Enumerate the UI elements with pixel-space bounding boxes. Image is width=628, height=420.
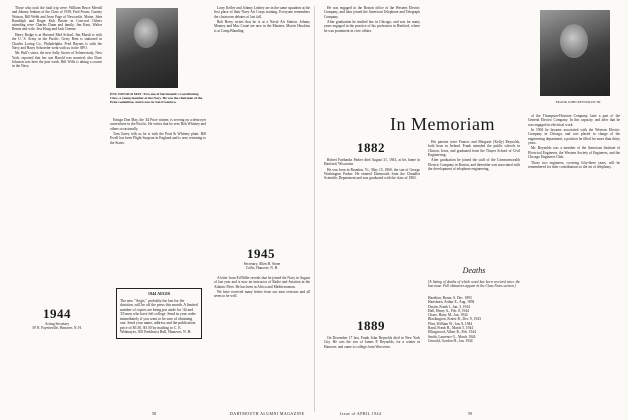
- death-entry: Flint, William W., Jan. 8, 1944: [428, 321, 473, 326]
- photo-caption: ENS. DONALD MAY '44 is one of Dartmouth's Contributing Class, a young member of the Navy. He was the chairman of the Prize committee, and is now in San Francisco.: [110, 92, 203, 104]
- paragraph: Mr. Reynolds was a member of the American Institute of Electrical Engineers, the Western Society of Engineers, and the Chicago Engineers Club.: [528, 146, 620, 160]
- photo-caption: FRANK JOHN REYNOLDS '89: [555, 100, 601, 104]
- memoriam-column-4: [324, 6, 420, 108]
- memoriam-column-4a: [324, 158, 420, 314]
- portrait-photo-don-may: [116, 8, 178, 88]
- class-notes-column-2: [110, 118, 206, 283]
- box-text: The new "Aegis," probably the last for the duration, will be off the press this month. A limited number of copies are being put aside for '44 and '45 men who have left college. Send in your order immediately if you want to be sure of obtaining one. Send your name, address and the publication price of $5.50, $3.50 by mailing to C. E. Widmayer, 305 Parkhurst Hall, Hanover, N. H.: [120, 298, 198, 334]
- paragraph: Those who took the fatal trip were: William Bruce Merrill and Johnny Jenkins of the Class of 1938, Fred Foster, Gurney Watson, Bill Webb and Jesse Page of Newcastle, Maine, John Randolph and Roger Kirk Baxter in Concord. Others attending were Charles Dunn and family, Jim Kent, Walter Bemis and wife, Jess Hoag and Jack Greene.: [12, 6, 102, 32]
- death-entry: Dustin, Frank I., Jan. 3, 1944: [428, 304, 470, 309]
- paragraph: Those two engineers, covering fifty-three years, will be remembered for their contributions to the art of telephony.: [528, 160, 620, 169]
- paragraph: He was born in Brandon, Vt., May 15, 1860, the son of George Washington Parker. He entered Dartmouth from the Chandler Scientific Department and was graduated with the class of 1882.: [324, 167, 420, 181]
- deaths-list: [428, 296, 520, 408]
- aegis-notice-box: [116, 288, 202, 339]
- class-year-heading: 1945: [247, 246, 275, 261]
- paragraph: After graduation he studied law in Chicago, and was for many years engaged in the practice of his profession in Hartford, where he was prominent in civic affairs.: [324, 20, 420, 33]
- paragraph: Ensign Don May, the '44 Prize winner, is serving on a destroyer somewhere in the Pacific. He writes that he sees Bob Whitney and others occasionally.: [110, 118, 206, 131]
- memoriam-column-6: [528, 114, 620, 410]
- death-entry: Chase, Harry M., Jan. 1944: [428, 313, 468, 318]
- class-secretary-line: Secretary, Allen H. Stone Collis, Hanover, N. H.: [243, 262, 281, 271]
- paragraph: Mr. Bull's sister, the new Sally Stover of Schenectady, New York, reported that her son Harold was married; also Dave Johnson was here the past week. Bill Wills is taking a course in the Navy.: [12, 51, 102, 69]
- paragraph: Harry Bodge is at Harvard Med School. Jim Marsh is with the U. S. Army in the Pacific. Gerry Bent is stationed in Charles Loring Co., Philadelphia. Fred Haynes is with the Navy and Harry Schroeder went with us in the APO.: [12, 32, 102, 50]
- deaths-note: [A listing of deaths of which word has been received since the last issue. Full obituaries appear in the Class Notes section.]: [428, 280, 520, 289]
- class-year-heading: 1882: [357, 140, 385, 155]
- memoriam-column-4b: [324, 336, 420, 406]
- death-entry: Rand, Frank H., March 5, 1944: [428, 326, 474, 331]
- page-number: 59: [468, 411, 472, 416]
- paragraph: After graduation he joined the staff of the Commonwealth Electric Company in Boston, and thereafter was associated with the development of telephone engineering.: [428, 158, 520, 171]
- paragraph: Tom Garey tells us he is with the Pratt & Whitney plant. Bill Ewell has been Flight Surgeon in England and is now returning to the States.: [110, 132, 206, 145]
- class-year-heading: 1944: [43, 306, 71, 321]
- portrait-head: [560, 24, 588, 58]
- class-secretary-line: Acting Secretary 59 N. Fayetteville, Hanover, N. H.: [32, 322, 82, 331]
- class-notes-column-3b: [214, 276, 310, 406]
- paragraph: Bob Berry writes that he is at a Naval Air Station. Johnny Meaney and Mac Crane are now in the Marines. Mortie Hawkins is at Camp Blanding.: [214, 20, 310, 33]
- paragraph: His parents were Francis and Margaret (Kelly) Reynolds, both born in Ireland. Frank attended the public schools in Clinton, Iowa, and graduated from the Thayer School of Civil Engineering.: [428, 140, 520, 157]
- class-year-heading: 1889: [357, 318, 385, 333]
- paragraph: Robert Fairbanks Parker died August 31, 1943, at his home in Hartford, Wisconsin.: [324, 158, 420, 167]
- paragraph: We have received many letters from our men overseas and all seem to be well.: [214, 290, 310, 299]
- running-head: DARTMOUTH ALUMNI MAGAZINE: [230, 411, 305, 416]
- death-entry: Blackington, Ernest B., Dec. 9, 1943: [428, 317, 481, 322]
- paragraph: He was engaged in the Boston office of the Western Electric Company, and later joined the American Telephone and Telegraph Company.: [324, 6, 420, 19]
- death-entry: Smith, Laurence G., March 1944: [428, 334, 476, 339]
- page-number: 58: [152, 411, 156, 416]
- gutter-divider: [314, 6, 315, 412]
- paragraph: On December 17 last, Frank John Reynolds died in New York City. He was the son of James P. Reynolds, for a winter in Hanover, and came to college from Worcester.: [324, 336, 420, 349]
- paragraph: Larry Kelley and Johnny Leahey are in the same squadron at the first place of their Navy Air Corps training. Everyone remembers the classroom debates of last fall.: [214, 6, 310, 19]
- death-entry: Ellingwood, Albert R., Feb. 1944: [428, 330, 476, 335]
- class-notes-column-3: [214, 6, 310, 240]
- portrait-photo-frank-reynolds: [540, 10, 610, 96]
- memoriam-column-5: [428, 140, 520, 260]
- running-head: Issue of APRIL 1944: [340, 411, 382, 416]
- section-title: In Memoriam: [390, 114, 495, 134]
- portrait-head: [134, 18, 158, 48]
- death-entry: Gerould, Gordon H., Jan. 1944: [428, 338, 473, 343]
- paragraph: of the Thompson-Houston Company, later a part of the General Electric Company. In this capacity, and after that he was engaged in electrical work.: [528, 114, 620, 127]
- paragraph: In 1904 he became associated with the Western Electric Company in Chicago, and was placed in charge of the engineering department, a position he filled for more than thirty years.: [528, 128, 620, 145]
- deaths-heading: Deaths: [462, 266, 486, 275]
- death-entry: Hartshorn, Arthur E., Aug. 1894: [428, 300, 475, 305]
- death-entry: Hall, Henry A., Feb. 8, 1944: [428, 308, 469, 313]
- box-title: 1944 AEGIS: [147, 291, 171, 296]
- paragraph: A letter from Ed Biller reveals that he joined the Navy in August of last year and is now an instructor of Radio and Aviation in the Atlantic Fleet. He has been in Africa and Mediterranean.: [214, 276, 310, 289]
- class-notes-column-1: [12, 6, 102, 306]
- death-entry: Hazelton, Rome, S. Dec. 1893: [428, 296, 472, 300]
